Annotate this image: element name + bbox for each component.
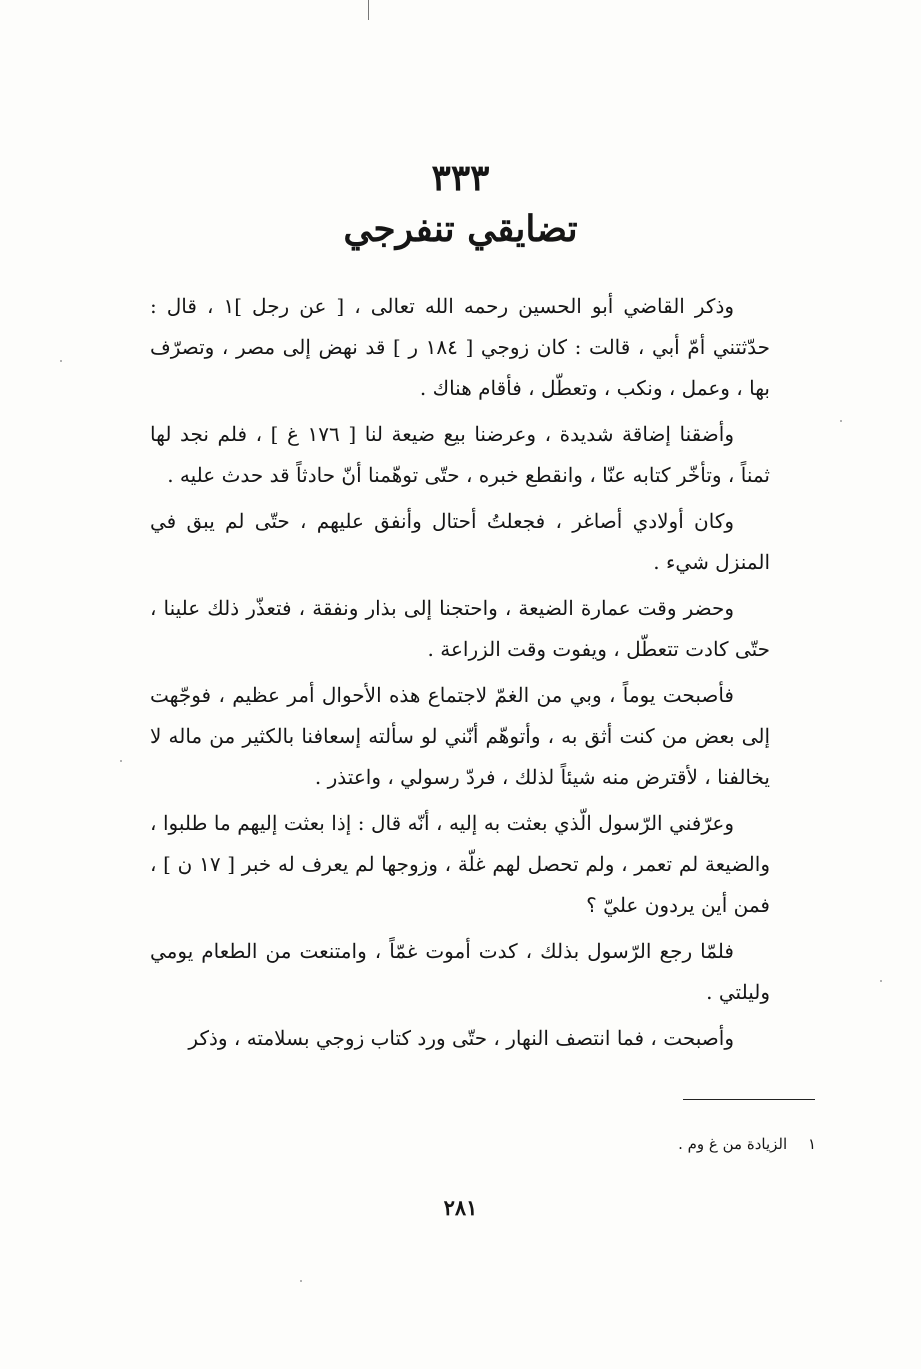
scan-speck: [880, 980, 882, 982]
paragraph: وحضر وقت عمارة الضيعة ، واحتجنا إلى بذار ونفقة ، فتعذّر ذلك علينا ، حتّى كادت تتعطّل ، ويفوت وقت الزراعة .: [150, 596, 770, 661]
footnote-divider: [683, 1099, 815, 1100]
scan-speck: [300, 1280, 302, 1282]
paragraph: وذكر القاضي أبو الحسين رحمه الله تعالى ، [ عن رجل ]١ ، قال : حدّثتني أمّ أبي ، قالت : كان زوجي [ ١٨٤ ر ] قد نهض إلى مصر ، وتصرّف بها ، وعمل ، ونكب ، وتعطّل ، فأقام هناك .: [150, 294, 771, 400]
footnote-number: ١: [807, 1135, 816, 1153]
footnote-text: الزيادة من غ وم .: [678, 1135, 788, 1153]
page-number: ٢٨١: [443, 1195, 478, 1220]
scan-mark: [368, 0, 369, 20]
body-text: [150, 286, 770, 1064]
paragraph: وكان أولادي أصاغر ، فجعلتُ أحتال وأنفق عليهم ، حتّى لم يبق في المنزل شيء .: [150, 509, 770, 574]
scan-speck: [60, 360, 62, 362]
paragraph: فلمّا رجع الرّسول بذلك ، كدت أموت غمّاً ، وامتنعت من الطعام يومي وليلتي .: [150, 939, 770, 1004]
scan-speck: [840, 420, 842, 422]
paragraph: وأصبحت ، فما انتصف النهار ، حتّى ورد كتاب زوجي بسلامته ، وذكر: [188, 1026, 734, 1050]
paragraph: وعرّفني الرّسول الّذي بعثت به إليه ، أنّه قال : إذا بعثت إليهم ما طلبوا ، والضيعة لم تعمر ، ولم تحصل لهم غلّة ، وزوجها لم يعرف له خبر [ ١٧ ن ] ، فمن أين يردون عليّ ؟: [150, 811, 770, 917]
paragraph: فأصبحت يوماً ، وبي من الغمّ لاجتماع هذه الأحوال أمر عظيم ، فوجّهت إلى بعض من كنت أثق به ، وأتوهّم أنّني لو سألته إسعافنا بالكثير من ماله لا يخالفنا ، لأقترض منه شيئاً لذلك ، فردّ رسولي ، واعتذر .: [150, 683, 770, 789]
story-number: ٣٣٣: [431, 157, 490, 199]
footnote: [150, 1132, 816, 1156]
paragraph: وأضقنا إضاقة شديدة ، وعرضنا بيع ضيعة لنا [ ١٧٦ غ ] ، فلم نجد لها ثمناً ، وتأخّر كتابه عنّا ، وانقطع خبره ، حتّى توهّمنا أنّ حادثاً قد حدث عليه .: [150, 422, 770, 487]
scan-speck: [120, 760, 122, 762]
story-title: تضايقي تنفرجي: [343, 208, 578, 250]
